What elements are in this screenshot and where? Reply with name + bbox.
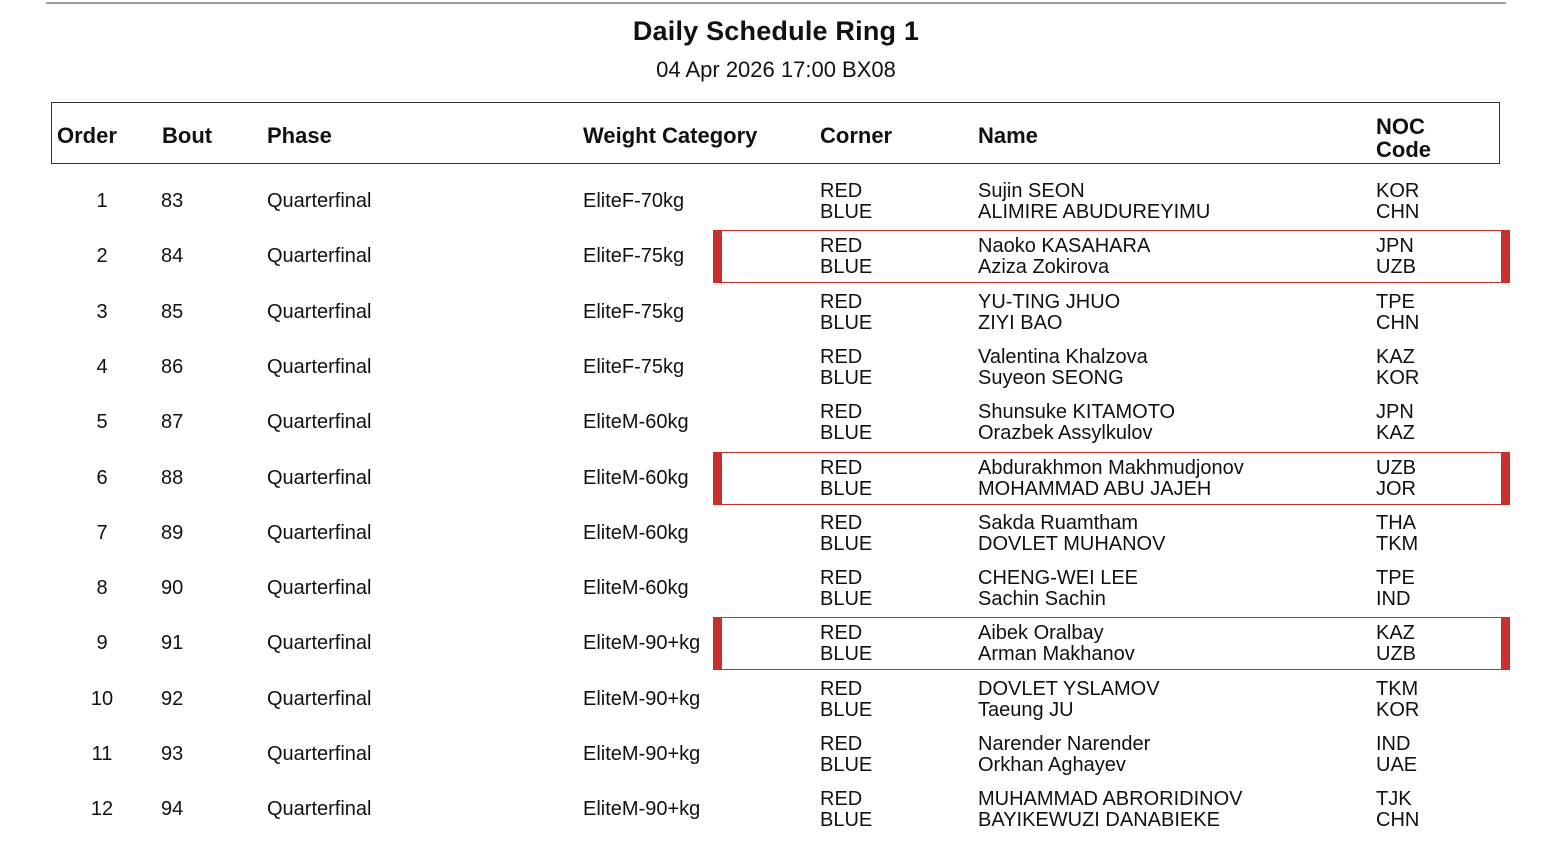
- corner-blue: BLUE: [820, 809, 873, 832]
- blue-boxer-name: Taeung JU: [978, 698, 1074, 721]
- cell-weight-category: EliteF-70kg: [583, 190, 685, 212]
- blue-noc-code: JOR: [1376, 477, 1416, 500]
- cell-corner: [820, 292, 872, 334]
- cell-noc-code: [1376, 458, 1416, 500]
- blue-boxer-name: Sachin Sachin: [978, 588, 1106, 611]
- cell-phase: Quarterfinal: [267, 577, 372, 600]
- column-header-weight-category: Weight Category: [583, 123, 758, 148]
- blue-noc-code: KAZ: [1376, 422, 1415, 445]
- cell-order: 5: [96, 411, 108, 434]
- blue-noc-code: CHN: [1376, 809, 1420, 832]
- blue-boxer-name: MOHAMMAD ABU JAJEH: [978, 477, 1212, 500]
- cell-corner: [820, 734, 872, 776]
- cell-phase: Quarterfinal: [267, 687, 372, 710]
- cell-bout: 86: [161, 355, 184, 378]
- blue-boxer-name: Aziza Zokirova: [978, 256, 1110, 279]
- corner-blue: BLUE: [820, 532, 873, 555]
- cell-corner: [820, 236, 872, 278]
- corner-red: RED: [820, 733, 863, 755]
- red-boxer-name: Naoko KASAHARA: [978, 235, 1151, 258]
- cell-order: 10: [90, 687, 114, 710]
- cell-phase: Quarterfinal: [267, 245, 372, 268]
- cell-weight-category: EliteM-60kg: [583, 466, 689, 489]
- column-header-phase: Phase: [267, 123, 332, 148]
- cell-order: 8: [96, 577, 108, 600]
- cell-corner: [820, 181, 872, 223]
- cell-corner: [820, 568, 872, 610]
- blue-boxer-name: BAYIKEWUZI DANABIEKE: [978, 809, 1220, 832]
- red-noc-code: TKM: [1376, 677, 1419, 700]
- table-row: [0, 672, 1552, 727]
- cell-order: 4: [96, 355, 108, 378]
- table-row: [0, 727, 1552, 782]
- blue-boxer-name: Suyeon SEONG: [978, 366, 1124, 389]
- cell-noc-code: [1376, 347, 1419, 389]
- cell-noc-code: [1376, 292, 1419, 334]
- cell-corner: [820, 623, 872, 665]
- cell-name: [978, 181, 1210, 223]
- cell-name: [978, 679, 1160, 721]
- cell-phase: Quarterfinal: [267, 300, 372, 323]
- cell-order: 2: [96, 245, 108, 268]
- red-noc-code: TPE: [1376, 290, 1415, 313]
- cell-order: 3: [96, 300, 108, 323]
- blue-boxer-name: Orkhan Aghayev: [978, 754, 1126, 776]
- cell-weight-category: EliteM-90+kg: [583, 743, 701, 765]
- cell-bout: 91: [161, 632, 184, 655]
- corner-red: RED: [820, 401, 863, 424]
- cell-weight-category: EliteM-90+kg: [583, 687, 701, 710]
- cell-weight-category: EliteM-90+kg: [583, 798, 701, 821]
- table-row: [0, 782, 1552, 837]
- column-header-noc-code: [1376, 115, 1431, 161]
- cell-weight-category: EliteM-60kg: [583, 521, 689, 544]
- corner-blue: BLUE: [820, 201, 873, 223]
- column-header-order: Order: [57, 123, 117, 148]
- table-row: [0, 229, 1552, 284]
- cell-corner: [820, 789, 872, 831]
- corner-blue: BLUE: [820, 754, 873, 776]
- corner-blue: BLUE: [820, 477, 873, 500]
- corner-red: RED: [820, 622, 863, 645]
- cell-noc-code: [1376, 789, 1419, 831]
- cell-bout: 92: [161, 687, 184, 710]
- red-boxer-name: Valentina Khalzova: [978, 345, 1148, 368]
- cell-order: 7: [96, 521, 108, 544]
- corner-blue: BLUE: [820, 256, 873, 279]
- table-row: [0, 506, 1552, 561]
- table-row: [0, 451, 1552, 506]
- cell-noc-code: [1376, 734, 1417, 776]
- cell-phase: Quarterfinal: [267, 521, 372, 544]
- column-header-bout: Bout: [162, 123, 213, 148]
- cell-name: [978, 513, 1165, 555]
- blue-noc-code: UZB: [1376, 256, 1416, 279]
- column-header-noc-line1: NOC: [1376, 114, 1425, 139]
- corner-red: RED: [820, 345, 863, 368]
- red-boxer-name: Sakda Ruamtham: [978, 511, 1139, 534]
- table-row: [0, 616, 1552, 671]
- corner-blue: BLUE: [820, 698, 873, 721]
- red-noc-code: KAZ: [1376, 345, 1415, 368]
- cell-name: [978, 623, 1135, 665]
- corner-red: RED: [820, 511, 863, 534]
- blue-boxer-name: ALIMIRE ABUDUREYIMU: [978, 201, 1211, 223]
- cell-name: [978, 236, 1150, 278]
- top-rule: [46, 2, 1506, 4]
- cell-phase: Quarterfinal: [267, 632, 372, 655]
- table-row: [0, 395, 1552, 450]
- cell-weight-category: EliteM-60kg: [583, 411, 689, 434]
- page-subtitle: 04 Apr 2026 17:00 BX08: [656, 57, 896, 82]
- table-row: [0, 340, 1552, 395]
- cell-phase: Quarterfinal: [267, 411, 372, 434]
- cell-noc-code: [1376, 568, 1415, 610]
- blue-boxer-name: DOVLET MUHANOV: [978, 532, 1166, 555]
- cell-corner: [820, 513, 872, 555]
- red-boxer-name: Shunsuke KITAMOTO: [978, 401, 1176, 424]
- corner-blue: BLUE: [820, 643, 873, 666]
- red-noc-code: IND: [1376, 733, 1411, 755]
- red-noc-code: JPN: [1376, 235, 1414, 258]
- cell-name: [978, 734, 1150, 776]
- cell-weight-category: EliteF-75kg: [583, 355, 685, 378]
- cell-order: 6: [96, 466, 108, 489]
- column-header-name: Name: [978, 123, 1038, 148]
- cell-name: [978, 292, 1120, 334]
- cell-bout: 84: [161, 245, 184, 268]
- cell-corner: [820, 402, 872, 444]
- cell-noc-code: [1376, 236, 1416, 278]
- cell-corner: [820, 458, 872, 500]
- cell-bout: 90: [161, 577, 184, 600]
- cell-noc-code: [1376, 402, 1415, 444]
- cell-order: 9: [96, 632, 108, 655]
- blue-noc-code: IND: [1376, 588, 1411, 611]
- blue-noc-code: KOR: [1376, 698, 1420, 721]
- red-boxer-name: YU-TING JHUO: [978, 290, 1121, 313]
- cell-phase: Quarterfinal: [267, 466, 372, 489]
- red-boxer-name: Sujin SEON: [978, 180, 1085, 202]
- cell-weight-category: EliteM-60kg: [583, 577, 689, 600]
- cell-bout: 85: [161, 300, 184, 323]
- corner-red: RED: [820, 567, 863, 590]
- corner-red: RED: [820, 235, 863, 258]
- blue-noc-code: KOR: [1376, 366, 1420, 389]
- blue-boxer-name: ZIYI BAO: [978, 311, 1063, 334]
- corner-blue: BLUE: [820, 422, 873, 445]
- cell-weight-category: EliteM-90+kg: [583, 632, 701, 655]
- blue-noc-code: CHN: [1376, 201, 1420, 223]
- corner-blue: BLUE: [820, 311, 873, 334]
- column-header-noc-line2: Code: [1376, 137, 1431, 162]
- blue-noc-code: UAE: [1376, 754, 1418, 776]
- cell-noc-code: [1376, 623, 1416, 665]
- page-title: Daily Schedule Ring 1: [632, 16, 920, 46]
- corner-blue: BLUE: [820, 366, 873, 389]
- red-noc-code: TPE: [1376, 567, 1415, 590]
- blue-boxer-name: Arman Makhanov: [978, 643, 1135, 666]
- red-noc-code: KOR: [1376, 180, 1420, 202]
- red-noc-code: UZB: [1376, 456, 1416, 479]
- column-header-corner: Corner: [820, 123, 893, 148]
- corner-red: RED: [820, 677, 863, 700]
- cell-phase: Quarterfinal: [267, 355, 372, 378]
- table-row: [0, 561, 1552, 616]
- cell-weight-category: EliteF-75kg: [583, 300, 685, 323]
- table-row: [0, 285, 1552, 340]
- cell-noc-code: [1376, 513, 1418, 555]
- cell-bout: 87: [161, 411, 184, 434]
- cell-name: [978, 568, 1138, 610]
- blue-noc-code: TKM: [1376, 532, 1419, 555]
- cell-noc-code: [1376, 181, 1419, 223]
- cell-bout: 88: [161, 466, 184, 489]
- corner-red: RED: [820, 290, 863, 313]
- cell-name: [978, 347, 1148, 389]
- red-boxer-name: MUHAMMAD ABRORIDINOV: [978, 788, 1243, 811]
- red-boxer-name: Narender Narender: [978, 733, 1151, 755]
- red-noc-code: THA: [1376, 511, 1416, 534]
- red-boxer-name: DOVLET YSLAMOV: [978, 677, 1160, 700]
- cell-phase: Quarterfinal: [267, 743, 372, 765]
- red-boxer-name: Abdurakhmon Makhmudjonov: [978, 456, 1244, 479]
- cell-noc-code: [1376, 679, 1419, 721]
- corner-blue: BLUE: [820, 588, 873, 611]
- cell-phase: Quarterfinal: [267, 190, 372, 212]
- cell-name: [978, 458, 1244, 500]
- cell-bout: 83: [161, 190, 184, 212]
- red-noc-code: JPN: [1376, 401, 1414, 424]
- corner-red: RED: [820, 456, 863, 479]
- cell-bout: 89: [161, 521, 184, 544]
- red-boxer-name: Aibek Oralbay: [978, 622, 1104, 645]
- cell-order: 11: [91, 743, 113, 765]
- cell-order: 12: [90, 798, 114, 821]
- cell-corner: [820, 679, 872, 721]
- cell-bout: 94: [161, 798, 184, 821]
- red-noc-code: TJK: [1376, 788, 1412, 811]
- cell-weight-category: EliteF-75kg: [583, 245, 685, 268]
- cell-corner: [820, 347, 872, 389]
- cell-phase: Quarterfinal: [267, 798, 372, 821]
- red-boxer-name: CHENG-WEI LEE: [978, 567, 1139, 590]
- corner-red: RED: [820, 788, 863, 811]
- cell-name: [978, 402, 1175, 444]
- cell-name: [978, 789, 1242, 831]
- cell-bout: 93: [161, 743, 184, 765]
- blue-noc-code: UZB: [1376, 643, 1416, 666]
- blue-boxer-name: Orazbek Assylkulov: [978, 422, 1153, 445]
- cell-order: 1: [96, 190, 108, 212]
- red-noc-code: KAZ: [1376, 622, 1415, 645]
- corner-red: RED: [820, 180, 863, 202]
- table-row: [0, 174, 1552, 229]
- blue-noc-code: CHN: [1376, 311, 1420, 334]
